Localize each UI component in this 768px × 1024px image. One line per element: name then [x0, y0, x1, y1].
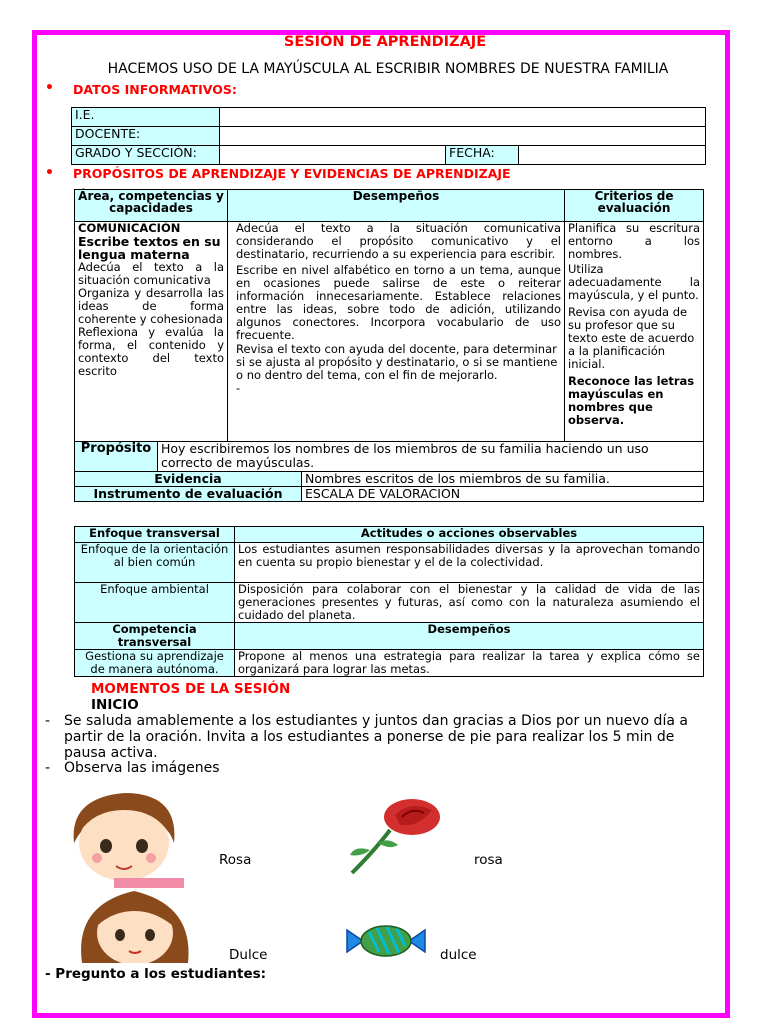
grado-value[interactable] [220, 146, 446, 165]
proposito-table [74, 441, 704, 472]
proposito-label: Propósito [75, 442, 158, 472]
momentos-heading: MOMENTOS DE LA SESIÓN [91, 681, 291, 697]
rose-image [340, 795, 445, 880]
candy-image [345, 922, 427, 960]
docente-value[interactable] [220, 127, 706, 146]
col-criterios: Criterios de evaluación [565, 190, 704, 222]
evidencia-text: Nombres escritos de los miembros de su familia. [302, 472, 704, 487]
girl-short-hair-image [64, 788, 214, 888]
docente-label: DOCENTE: [72, 127, 220, 146]
competencia-name: Escribe textos en su lengua materna [78, 234, 221, 262]
criterio-bold: Reconoce las letras mayúsculas en nombres que observa. [568, 374, 695, 427]
criterio-item: Planifica su escritura entorno a los nombres. [568, 221, 700, 261]
instrumento-label: Instrumento de evaluación [75, 487, 302, 502]
instrumento-text: ESCALA DE VALORACION [302, 487, 704, 502]
enfoque-name: Enfoque ambiental [75, 583, 235, 623]
inicio-item: Se saluda amablemente a los estudiantes y juntos dan gracias a Dios por un nuevo día a partir de la oración. Invita a los estudiantes a ponerse de pie para realizar los 5 min de pausa activa. [64, 713, 688, 761]
dash: - [45, 760, 51, 776]
datos-heading: DATOS INFORMATIVOS: [73, 82, 237, 97]
inicio-heading: INICIO [91, 697, 139, 713]
fecha-value[interactable] [519, 146, 706, 165]
evidencia-label: Evidencia [75, 472, 302, 487]
girl-long-hair-image [74, 885, 196, 963]
rosa-lower-label: rosa [474, 852, 503, 868]
rosa-upper-label: Rosa [219, 852, 252, 868]
enfoques-table [74, 526, 704, 677]
evidencia-table [74, 471, 704, 502]
col-actitudes: Actitudes o acciones observables [235, 527, 704, 543]
enfoque-accion: Los estudiantes asumen responsabilidades diversas y la aprovechan tomando en cuenta su propio bienestar y el de la colectividad. [235, 543, 704, 583]
session-subtitle: HACEMOS USO DE LA MAYÚSCULA AL ESCRIBIR NOMBRES DE NUESTRA FAMILIA [107, 61, 669, 77]
competencia-name: Gestiona su aprendizaje de manera autónoma. [75, 650, 235, 677]
pregunto-text: - Pregunto a los estudiantes: [45, 966, 267, 982]
enfoque-accion: Disposición para colaborar con el bienestar y la calidad de vida de las generaciones presentes y futuras, así como con la naturaleza asumiendo el cuidado del planeta. [235, 583, 704, 623]
col-desempenos: Desempeños [228, 190, 565, 222]
proposito-text: Hoy escribiremos los nombres de los miembros de su familia haciendo un uso correcto de mayúsculas. [158, 442, 704, 472]
capacidad-item: Reflexiona y evalúa la forma, el contenido y contexto del texto escrito [78, 325, 224, 378]
capacidad-item: Organiza y desarrolla las ideas de forma coherente y cohesionada [78, 286, 224, 326]
area-name: COMUNICACIÓN [78, 221, 181, 235]
dulce-lower-label: dulce [440, 947, 477, 963]
propositos-table [74, 189, 704, 442]
bullet-icon: • [45, 165, 54, 181]
datos-table [71, 107, 706, 165]
desempeno-item: Revisa el texto con ayuda del docente, para determinar si se ajusta al propósito y destinatario, o si se mantiene o no dentro del tema, con el fin de mejorarlo. [236, 342, 558, 382]
ie-label: I.E. [72, 108, 220, 127]
desempeno-item: - [236, 381, 241, 395]
criterio-item: Utiliza adecuadamente la mayúscula, y el punto. [568, 262, 700, 302]
ie-value[interactable] [220, 108, 706, 127]
grado-label: GRADO Y SECCIÓN: [72, 146, 220, 165]
competencia-transversal-label: Competencia transversal [75, 623, 235, 650]
competencia-text: Propone al menos una estrategia para realizar la tarea y explica cómo se organizará para lograr las metas. [235, 650, 704, 677]
col-area: Área, competencias y capacidades [75, 190, 228, 222]
dulce-upper-label: Dulce [229, 947, 268, 963]
bullet-icon: • [45, 80, 54, 96]
criterio-item: Revisa con ayuda de su profesor que su texto este de acuerdo a la planificación inicial. [568, 305, 695, 371]
page-title: SESIÓN DE APRENDIZAJE [283, 34, 487, 50]
competencia-desempenos-label: Desempeños [235, 623, 704, 650]
capacidad-item: Adecúa el texto a la situación comunicativa [78, 260, 224, 287]
col-enfoque: Enfoque transversal [75, 527, 235, 543]
desempeno-item: Escribe en nivel alfabético en torno a un tema, aunque en ocasiones puede salirse de este o reiterar información innecesariamente. Establece relaciones entre las ideas, sobre todo de adición, utilizando algunos conectores. Incorpora vocabulario de uso frecuente. [236, 263, 561, 342]
fecha-label: FECHA: [446, 146, 519, 165]
propositos-heading: PROPÓSITOS DE APRENDIZAJE Y EVIDENCIAS DE APRENDIZAJE [73, 166, 511, 181]
inicio-item: Observa las imágenes [64, 760, 220, 776]
enfoque-name: Enfoque de la orientación al bien común [75, 543, 235, 583]
desempeno-item: Adecúa el texto a la situación comunicativa considerando el propósito comunicativo y el destinatario, recurriendo a su experiencia para escribir. [236, 221, 561, 261]
dash: - [45, 713, 51, 729]
